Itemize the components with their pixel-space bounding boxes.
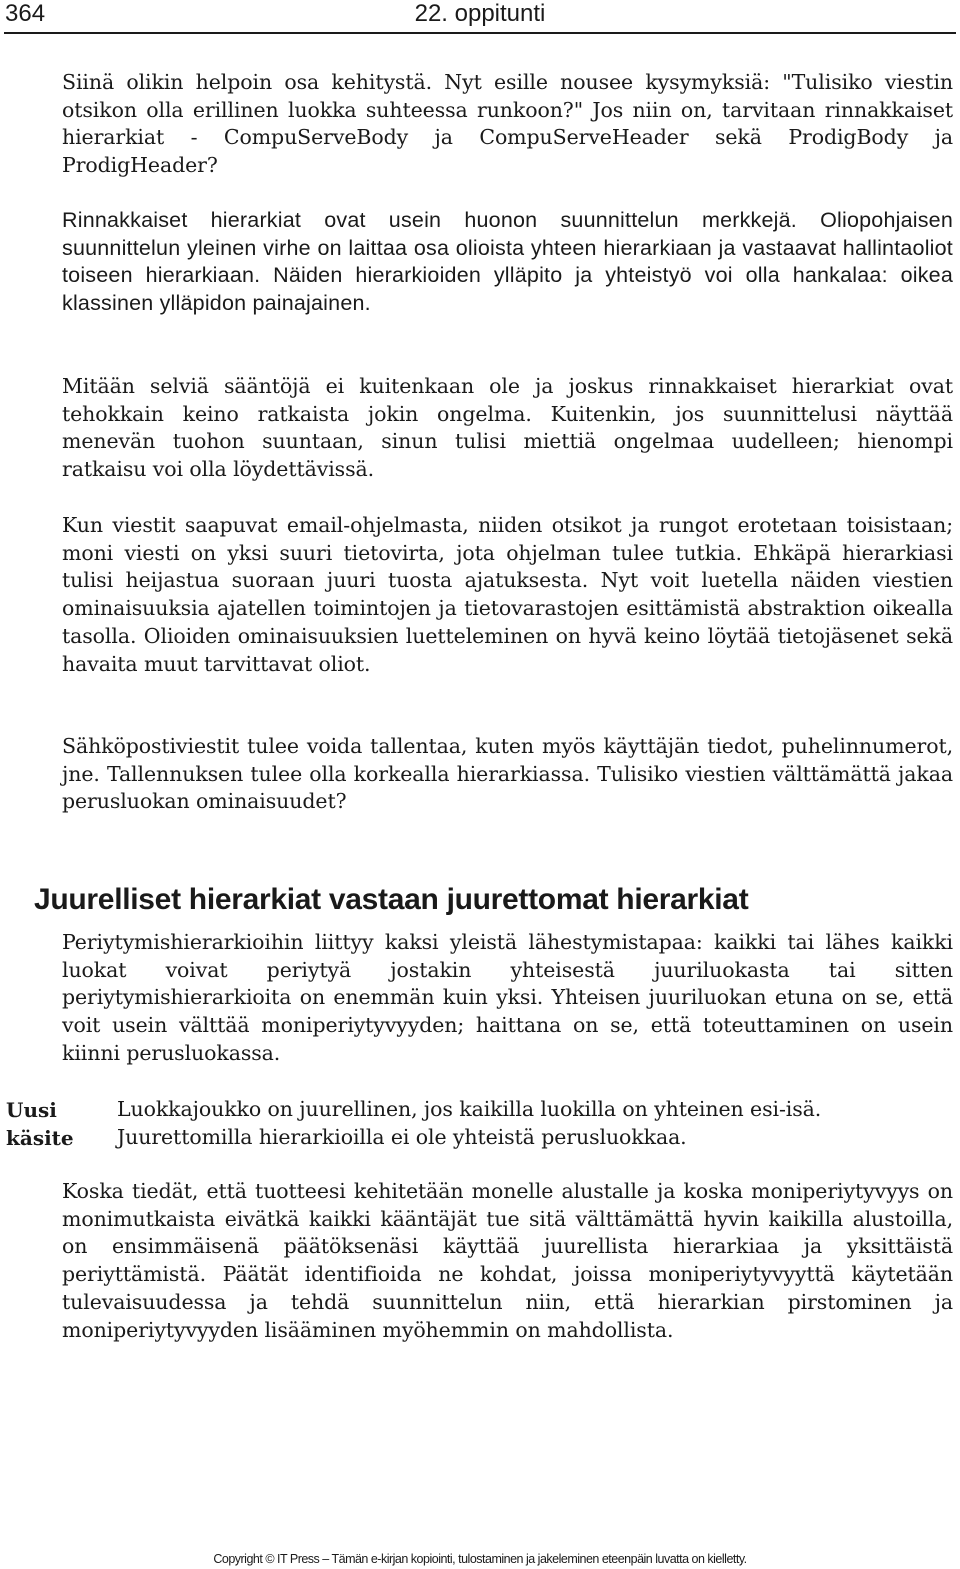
paragraph-no-rules: Mitään selviä sääntöjä ei kuitenkaan ole ja joskus rinnakkaiset hierarkiat ovat tehokkain keino ratkaista jokin ongelma. Kuitenkin, jos suunnittelusi näyttää menevän tuohon suuntaan, sinun tulisi miettiä ongelmaa uudelleen; hienompi ratkaisu voi olla löydettävissä.: [62, 374, 953, 482]
paragraph-decision: Koska tiedät, että tuotteesi kehitetään monelle alustalle ja koska moniperiytyvyys on monimutkaista eivätkä kaikki kääntäjät tue sitä välttämättä hyvin kaikilla alustoilla, on ensimmäisenä päätöksenäsi käyttää juurellista hierarkiaa ja yksittäistä periyttämistä. Päätät identifioida ne kohdat, joissa moniperiytyvyyttä käytetään tulevaisuudessa ja tehdä suunnittelun niin, että hierarkian pirstominen ja moniperiytyvyyden lisääminen myöhemmin on mahdollista.: [62, 1179, 953, 1342]
page-header: [0, 0, 960, 34]
paragraph-intro: Siinä olikin helpoin osa kehitystä. Nyt esille nousee kysymyksiä: "Tulisiko viestin otsikon olla erillinen luokka suhteessa runkoon?" Jos niin on, tarvitaan rinnakkaiset hierarkiat - CompuServeBody ja CompuServeHeader sekä ProdigBody ja ProdigHeader?: [62, 70, 953, 178]
chapter-title: 22. oppitunti: [414, 0, 546, 27]
page-number: 364: [5, 0, 46, 27]
concept-definition: Luokkajoukko on juurellinen, jos kaikilla luokilla on yhteinen esi-isä. Juurettomilla hierarkioilla ei ole yhteistä perusluokkaa.: [117, 1097, 822, 1149]
new-concept-label: [6, 1096, 106, 1152]
new-concept-label-line1: Uusi: [6, 1098, 57, 1122]
paragraph-section-intro: Periytymishierarkioihin liittyy kaksi yleistä lähestymistapaa: kaikki tai lähes kaikki luokat voivat periytyä jostakin yhteisestä juuriluokasta tai sitten periytymishierarkioita on enemmän kuin yksi. Yhteisen juuriluokan etuna on se, että voit usein välttää moniperiytyvyyden; haittana on se, että toteuttaminen on usein kiinni perusluokassa.: [62, 930, 953, 1065]
section-heading: Juurelliset hierarkiat vastaan juurettomat hierarkiat: [34, 883, 749, 916]
header-divider: [4, 32, 956, 34]
paragraph-email-messages: Kun viestit saapuvat email-ohjelmasta, niiden otsikot ja rungot erotetaan toisistaan; moni viesti on yksi suuri tietovirta, jota ohjelman tulee tutkia. Ehkäpä hierarkiasi tulisi heijastua suoraan juuri tuosta ajatuksesta. Nyt voit luetella näiden viestien ominaisuuksia ajatellen toimintojen ja tietovarastojen esittämistä abstraktion oikealla tasolla. Olioiden ominaisuuksien luetteleminen on hyvä keino löytää tietojäsenet sekä havaita muut tarvittavat oliot.: [62, 513, 953, 676]
copyright-footer: Copyright © IT Press – Tämän e-kirjan kopiointi, tulostaminen ja jakeleminen eteenpäin luvatta on kielletty.: [213, 1552, 747, 1566]
paragraph-storage: Sähköpostiviestit tulee voida tallentaa, kuten myös käyttäjän tiedot, puhelinnumerot, jne. Tallennuksen tulee olla korkealla hierarkiassa. Tulisiko viestien välttämättä jakaa perusluokan ominaisuudet?: [62, 734, 953, 814]
paragraph-parallel-hierarchies: Rinnakkaiset hierarkiat ovat usein huonon suunnittelun merkkejä. Oliopohjaisen suunnittelun yleinen virhe on laittaa osa olioista yhteen hierarkiaan ja vastaavat hallintaoliot toiseen hierarkiaan. Näiden hierarkioiden ylläpito ja yhteistyö voi olla hankalaa: oikea klassinen ylläpidon painajainen.: [62, 208, 953, 316]
new-concept-label-line2: käsite: [6, 1126, 74, 1150]
